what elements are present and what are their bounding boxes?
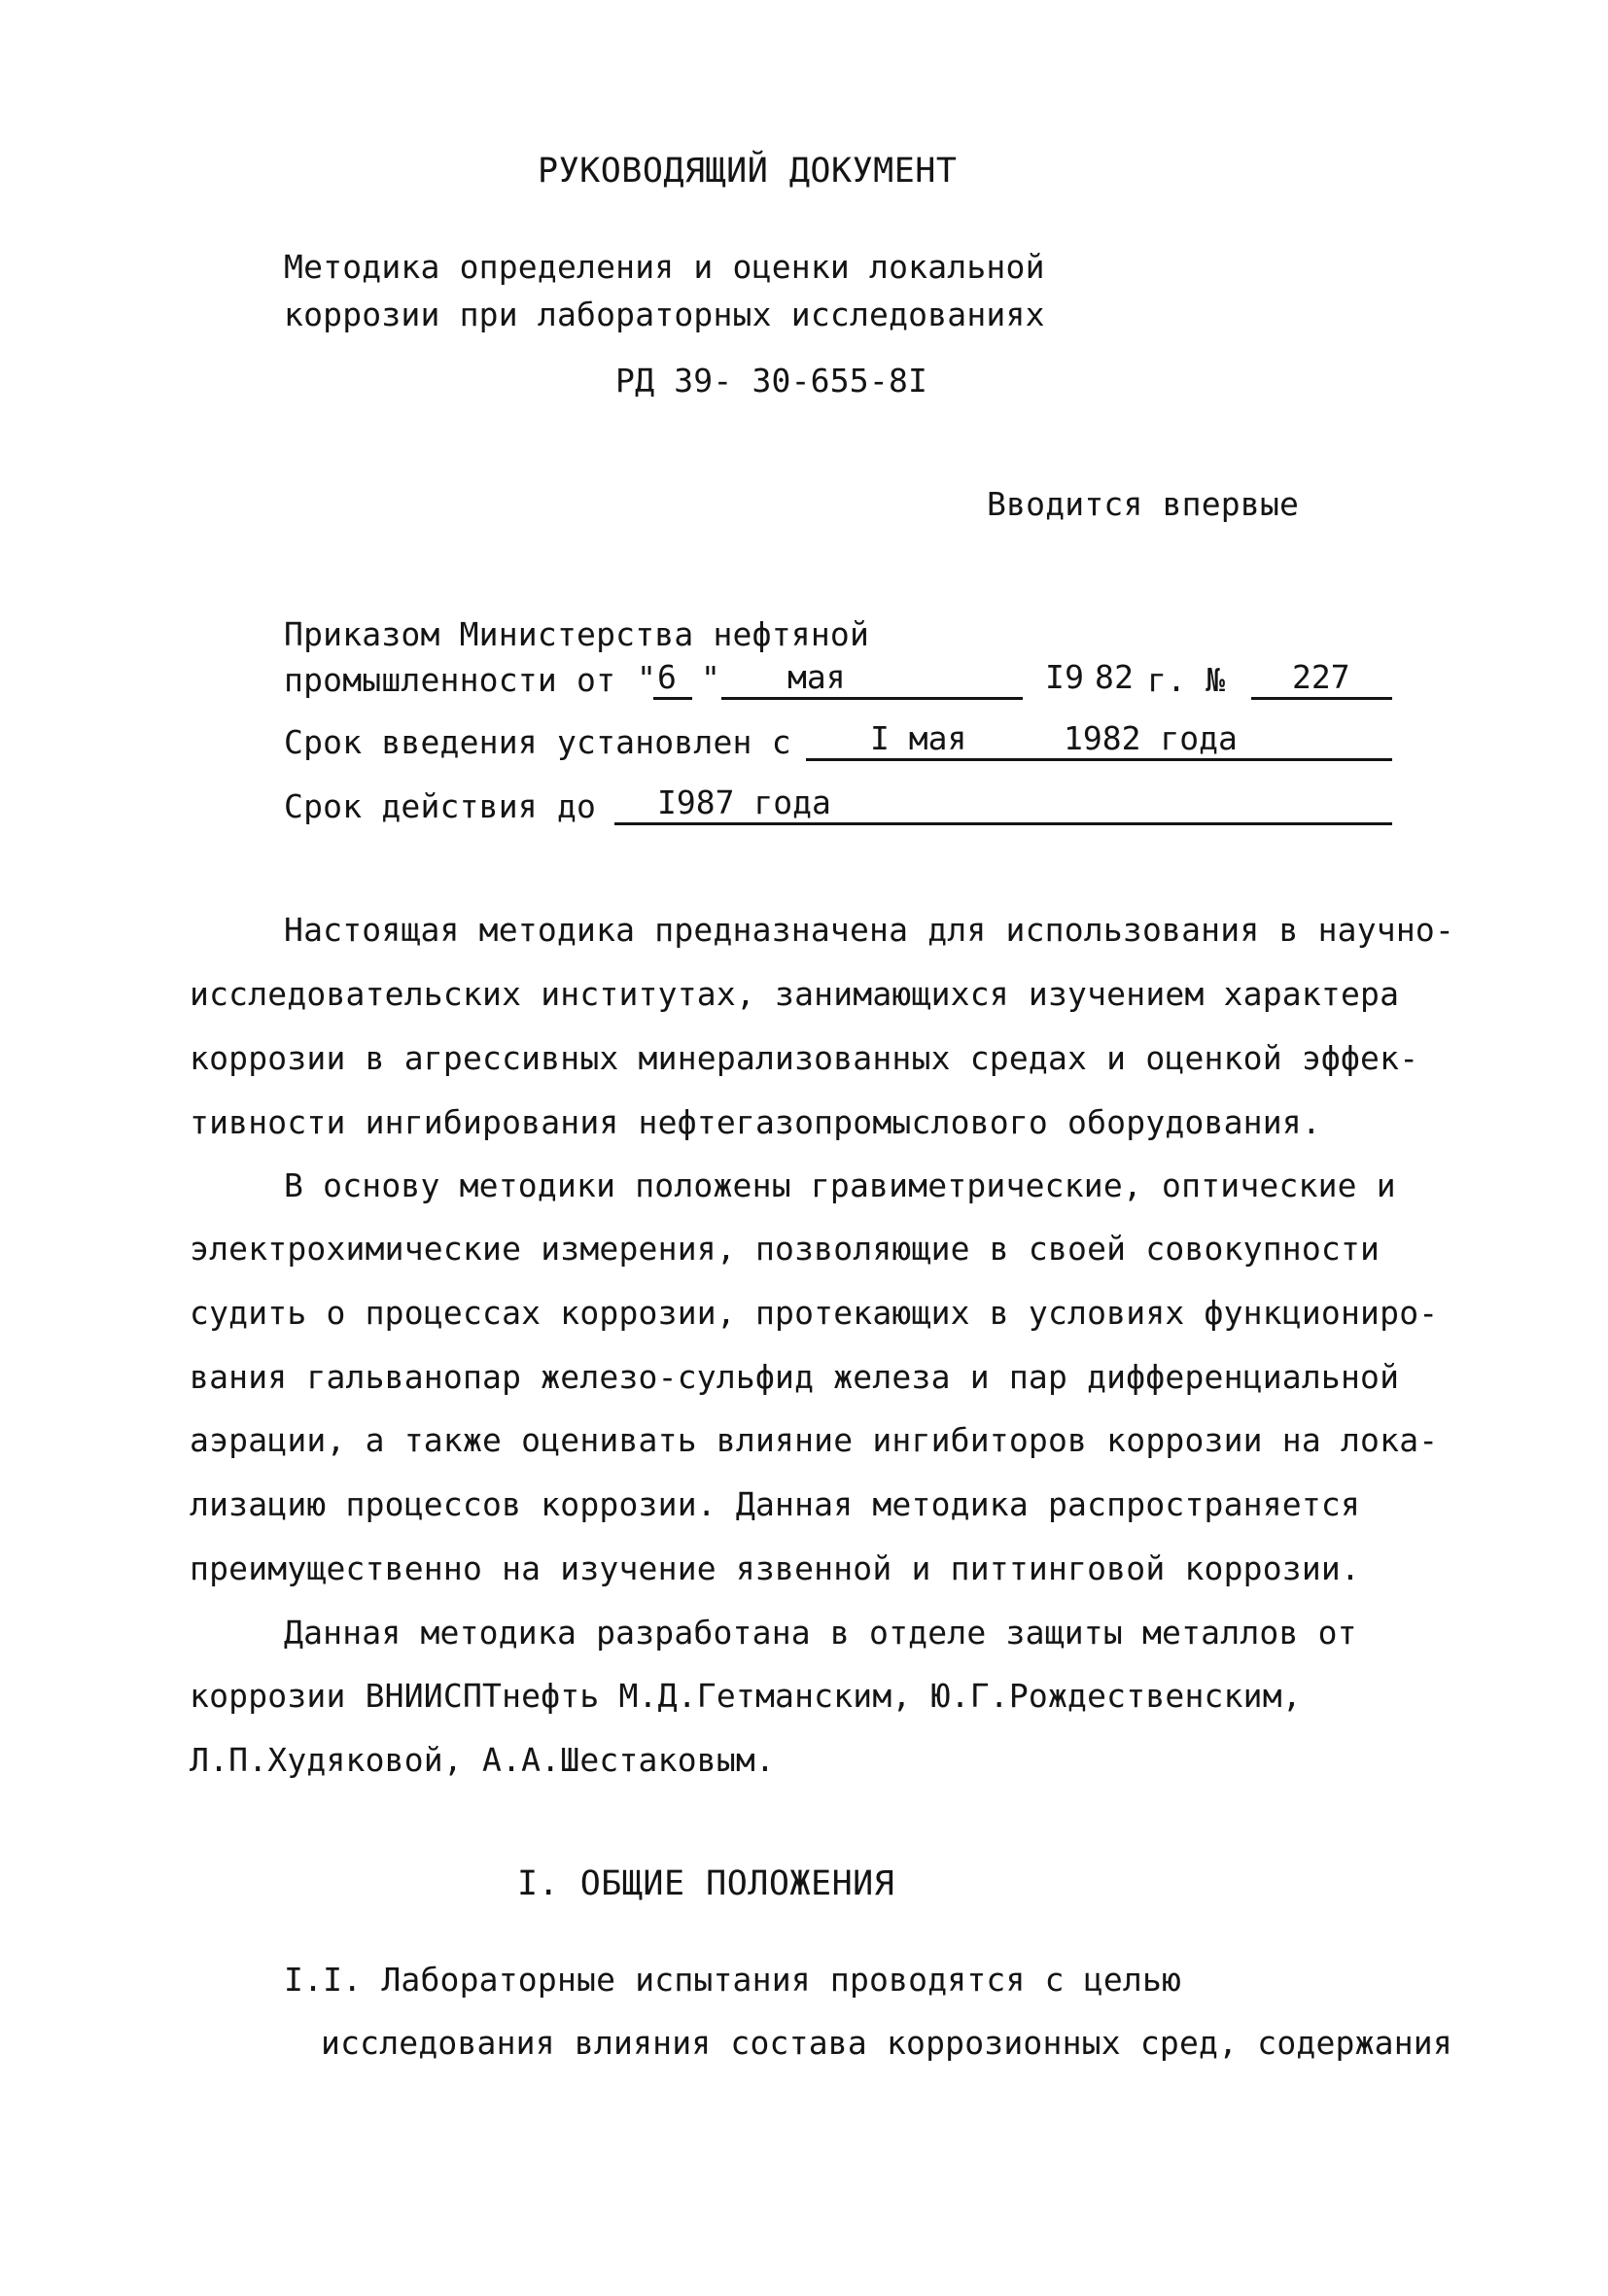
- valid-label: Срок действия до: [284, 787, 597, 825]
- body-p1-line-2: исследовательских институтах, занимающихся изучением характера: [190, 975, 1400, 1013]
- body-p3-line-2: коррозии ВНИИСПТнефть М.Д.Гетманским, Ю.Г.Рождественским,: [190, 1677, 1302, 1715]
- order-quote-open: ": [637, 659, 657, 697]
- body-p2-line-1: В основу методики положены гравиметрические, оптические и: [284, 1166, 1396, 1204]
- body-p2-line-7: преимущественно на изучение язвенной и питтинговой коррозии.: [190, 1549, 1361, 1587]
- document-code: РД 39- 30-655-8I: [615, 362, 928, 400]
- item-1-1-line-1: I.I. Лабораторные испытания проводятся с целью: [284, 1961, 1182, 1999]
- start-year: 1982 года: [1064, 719, 1238, 757]
- body-p2-line-3: судить о процессах коррозии, протекающих в условиях функциониро-: [190, 1294, 1439, 1332]
- order-day: 6: [657, 658, 677, 696]
- order-line-1: Приказом Министерства нефтяной: [284, 615, 870, 653]
- start-label: Срок введения установлен с: [284, 723, 791, 761]
- document-type-heading: РУКОВОДЯЩИЙ ДОКУМЕНТ: [538, 152, 958, 191]
- order-number-field: [1251, 658, 1392, 700]
- body-p1-line-1: Настоящая методика предназначена для использования в научно-: [284, 911, 1455, 949]
- body-p1-line-4: тивности ингибирования нефтегазопромыслового оборудования.: [190, 1103, 1321, 1141]
- valid-until: I987 года: [657, 783, 831, 821]
- body-p2-line-2: электрохимические измерения, позволяющие в своей совокупности: [190, 1230, 1381, 1268]
- body-p2-line-4: вания гальванопар железо-сульфид железа и пар дифференциальной: [190, 1358, 1400, 1396]
- order-number: 227: [1292, 658, 1350, 696]
- introduced-note: Вводится впервые: [987, 485, 1300, 523]
- start-date-field: [806, 719, 1392, 761]
- document-title-line-1: Методика определения и оценки локальной: [284, 248, 1045, 286]
- order-quote-close: ": [701, 659, 721, 697]
- body-p1-line-3: коррозии в агрессивных минерализованных средах и оценкой эффек-: [190, 1039, 1419, 1077]
- order-prefix: промышленности от: [284, 661, 616, 699]
- body-p2-line-5: аэрации, а также оценивать влияние ингибиторов коррозии на лока-: [190, 1421, 1439, 1459]
- section-heading: I. ОБЩИЕ ПОЛОЖЕНИЯ: [517, 1864, 895, 1903]
- valid-until-field: [614, 783, 1392, 825]
- item-1-1-line-2: исследования влияния состава коррозионных сред, содержания: [321, 2024, 1452, 2062]
- order-year: 82: [1095, 658, 1135, 696]
- order-year-prefix: I9: [1045, 658, 1085, 696]
- order-day-field: [653, 658, 692, 700]
- order-year-suffix: г. №: [1147, 661, 1226, 699]
- body-p3-line-1: Данная методика разработана в отделе защиты металлов от: [284, 1614, 1357, 1652]
- start-date: I мая: [870, 719, 967, 757]
- body-p2-line-6: лизацию процессов коррозии. Данная методика распространяется: [190, 1485, 1361, 1523]
- order-month-field: [721, 658, 1023, 700]
- document-title-line-2: коррозии при лабораторных исследованиях: [284, 296, 1045, 333]
- body-p3-line-3: Л.П.Худяковой, А.А.Шестаковым.: [190, 1741, 776, 1779]
- order-month: мая: [787, 658, 846, 696]
